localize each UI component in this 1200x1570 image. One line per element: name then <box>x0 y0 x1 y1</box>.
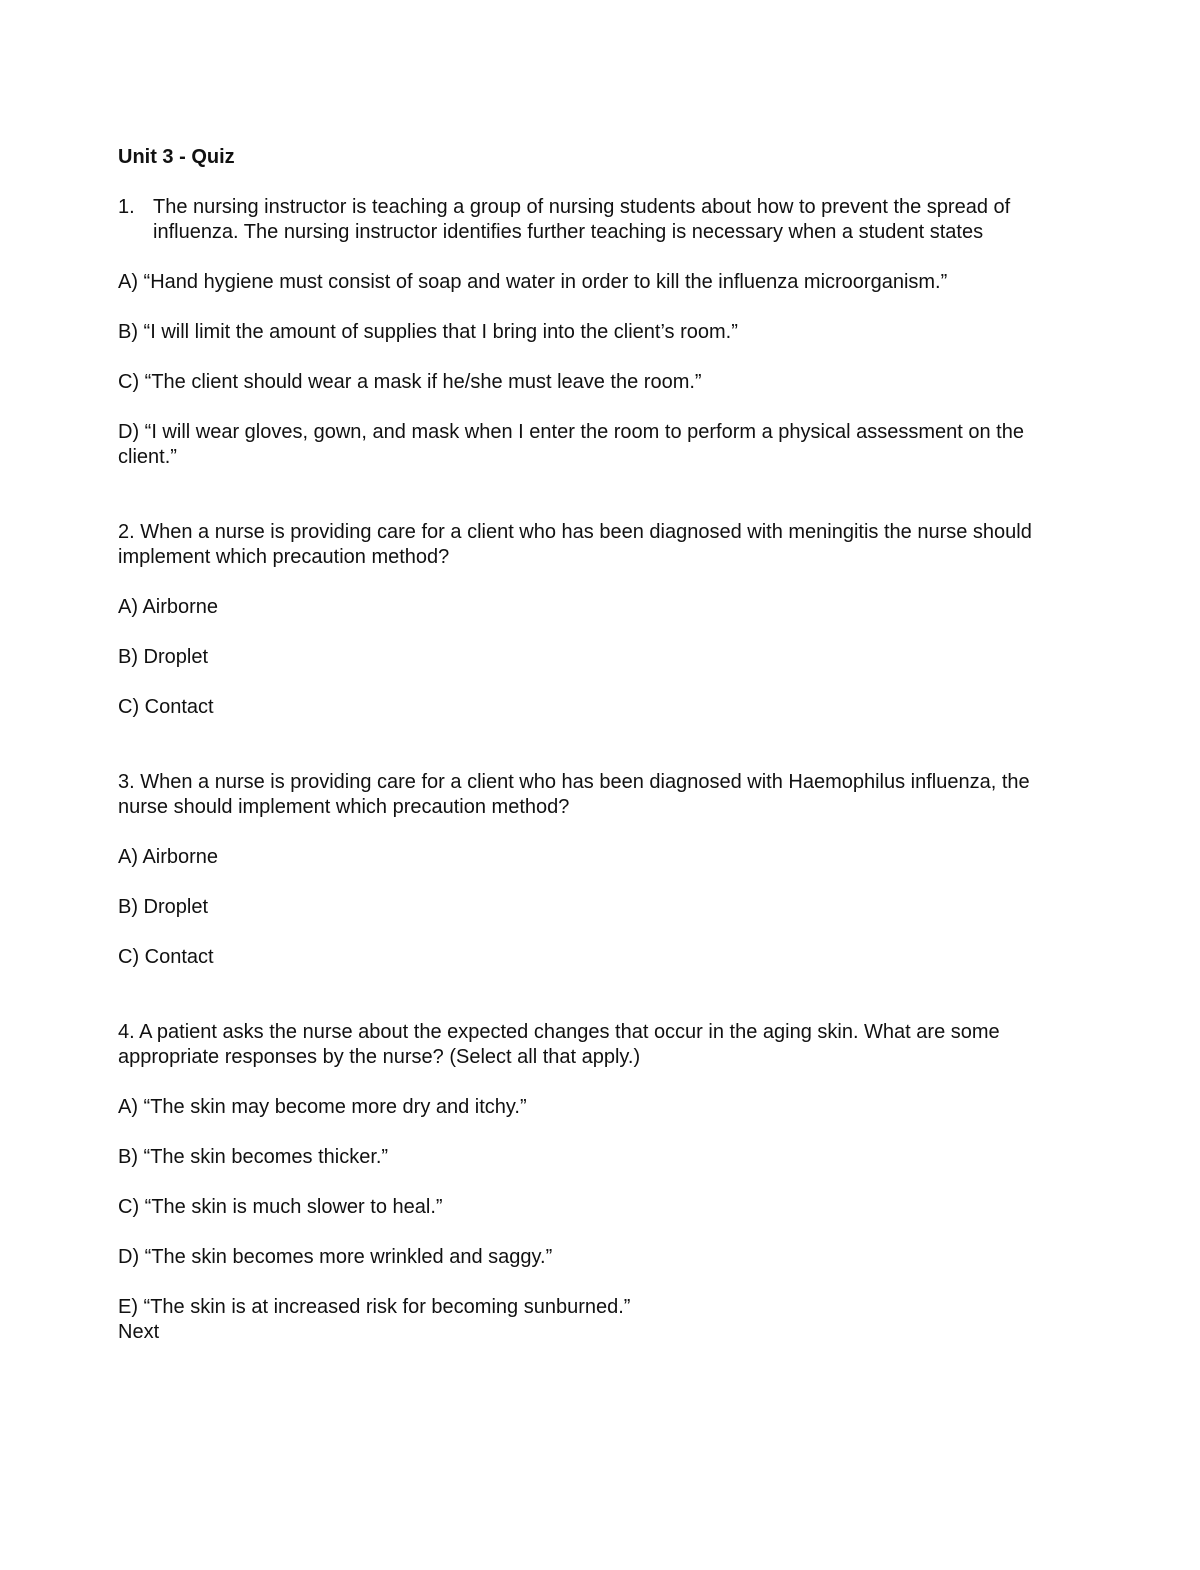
question-1-number: 1. <box>118 196 135 218</box>
question-4-option-c: C) “The skin is much slower to heal.” <box>118 1196 443 1218</box>
question-1-option-c: C) “The client should wear a mask if he/she must leave the room.” <box>118 371 702 393</box>
question-1-option-a: A) “Hand hygiene must consist of soap and water in order to kill the influenza microorganism.” <box>118 271 948 293</box>
quiz-page <box>118 145 1083 1345</box>
next-link[interactable]: Next <box>118 1321 160 1343</box>
spacer <box>118 995 1083 1020</box>
question-2-option-b: B) Droplet <box>118 646 209 668</box>
question-4-text: 4. A patient asks the nurse about the expected changes that occur in the aging skin. What are some appropriate responses by the nurse? (Select all that apply.) <box>118 1021 1000 1068</box>
question-4-option-d: D) “The skin becomes more wrinkled and saggy.” <box>118 1246 553 1268</box>
question-2-text: 2. When a nurse is providing care for a client who has been diagnosed with meningitis the nurse should implement which precaution method? <box>118 521 1032 568</box>
question-4-option-a: A) “The skin may become more dry and itchy.” <box>118 1096 527 1118</box>
spacer <box>118 745 1083 770</box>
question-1-option-d: D) “I will wear gloves, gown, and mask when I enter the room to perform a physical assessment on the client.” <box>118 421 1024 468</box>
question-1 <box>118 195 1083 245</box>
question-1-text: The nursing instructor is teaching a group of nursing students about how to prevent the spread of influenza. The nursing instructor identifies further teaching is necessary when a student states <box>153 196 1011 243</box>
question-3-option-b: B) Droplet <box>118 896 209 918</box>
question-1-option-b: B) “I will limit the amount of supplies that I bring into the client’s room.” <box>118 321 738 343</box>
question-4-option-e: E) “The skin is at increased risk for becoming sunburned.” <box>118 1296 631 1318</box>
question-3-option-c: C) Contact <box>118 946 214 968</box>
question-2-option-c: C) Contact <box>118 696 214 718</box>
question-3-option-a: A) Airborne <box>118 846 219 868</box>
spacer <box>118 495 1083 520</box>
question-2-option-a: A) Airborne <box>118 596 219 618</box>
page-title: Unit 3 - Quiz <box>118 146 235 168</box>
question-4-option-b: B) “The skin becomes thicker.” <box>118 1146 389 1168</box>
question-3-text: 3. When a nurse is providing care for a client who has been diagnosed with Haemophilus influenza, the nurse should implement which precaution method? <box>118 771 1030 818</box>
